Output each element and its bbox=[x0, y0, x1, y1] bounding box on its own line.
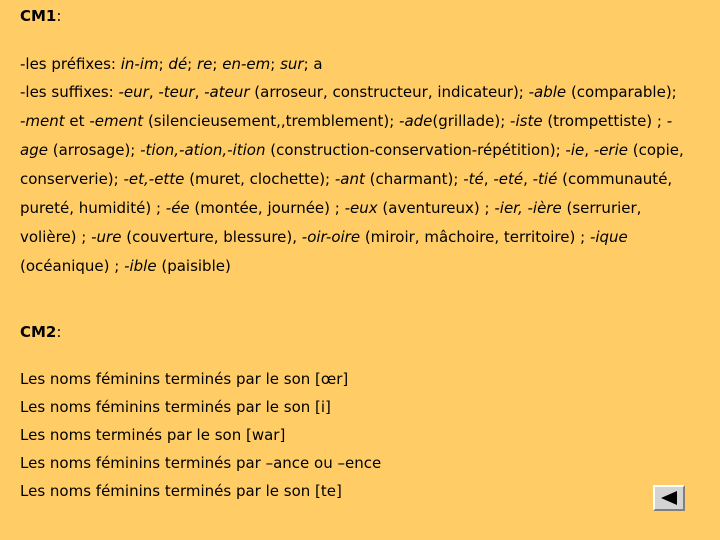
suffixes-intro: -les suffixes: bbox=[20, 83, 119, 101]
suffix-text: et bbox=[64, 112, 90, 130]
suffix-ment: -ment bbox=[20, 112, 65, 130]
suffix-oir: -oir-oire bbox=[301, 228, 361, 246]
suffix-tie: -tié bbox=[532, 170, 558, 188]
suffix-text: (silencieusement,,tremblement); bbox=[143, 112, 400, 130]
suffix-able: -able bbox=[528, 83, 567, 101]
suffix-text: (arrosage); bbox=[47, 141, 141, 159]
cm2-list-item: Les noms terminés par le son [war] bbox=[20, 426, 286, 444]
suffixes-paragraph bbox=[20, 78, 684, 281]
suffix-ade: -ade bbox=[399, 112, 433, 130]
suffix-et: -et,-ette bbox=[123, 170, 185, 188]
cm1-colon: : bbox=[56, 7, 62, 25]
suffix-ible: -ible bbox=[124, 257, 157, 275]
suffix-text: (trompettiste) ; bbox=[542, 112, 667, 130]
suffix-text: , bbox=[148, 83, 159, 101]
suffix-text: (grillade); - bbox=[432, 112, 516, 130]
suffix-text: (miroir, mâchoire, territoire) ; bbox=[360, 228, 590, 246]
suffix-text: (serrurier, volière) ; bbox=[20, 199, 642, 246]
cm2-list-item: Les noms féminins terminés par le son [œr] bbox=[20, 370, 349, 388]
suffix-text: (montée, journée) ; bbox=[189, 199, 345, 217]
suffix-ant: -ant bbox=[334, 170, 365, 188]
suffix-ete: -eté bbox=[493, 170, 524, 188]
suffix-text: (arroseur, constructeur, indicateur); bbox=[249, 83, 529, 101]
cm2-list-item: Les noms féminins terminés par –ance ou –ence bbox=[20, 454, 382, 472]
suffix-text: (océanique) ; bbox=[20, 257, 125, 275]
cm1-label: CM1 bbox=[20, 7, 57, 25]
suffix-teur: -teur bbox=[158, 83, 195, 101]
suffix-text: , bbox=[194, 83, 205, 101]
prefix-tail: ; a bbox=[303, 55, 323, 73]
previous-slide-button[interactable] bbox=[653, 485, 685, 511]
prefix-sep: ; bbox=[270, 55, 281, 73]
prefix-sep: ; bbox=[212, 55, 223, 73]
suffix-text: (construction-conservation-répétition); bbox=[265, 141, 566, 159]
suffix-text: (charmant); bbox=[364, 170, 464, 188]
cm1-heading bbox=[20, 6, 61, 26]
suffix-text: , bbox=[483, 170, 494, 188]
cm2-list-item: Les noms féminins terminés par le son [i] bbox=[20, 398, 331, 416]
suffix-erie: -erie bbox=[593, 141, 628, 159]
suffix-text: (comparable); bbox=[566, 83, 677, 101]
suffix-text: (muret, clochette); bbox=[184, 170, 335, 188]
suffix-text: (copie, conserverie); bbox=[20, 141, 684, 188]
cm2-heading bbox=[20, 322, 61, 342]
prefixes-paragraph bbox=[20, 50, 684, 79]
triangle-left-icon bbox=[659, 490, 679, 506]
suffix-ie: -ie bbox=[565, 141, 585, 159]
suffix-text: (couverture, blessure), bbox=[121, 228, 302, 246]
suffix-text: (paisible) bbox=[156, 257, 231, 275]
cm2-list-item: Les noms féminins terminés par le son [te] bbox=[20, 482, 342, 500]
suffix-ee: -ée bbox=[165, 199, 190, 217]
cm2-colon: : bbox=[56, 323, 62, 341]
prefixes-intro: -les préfixes: bbox=[20, 55, 121, 73]
prefix-de: dé bbox=[168, 55, 188, 73]
cm2-label: CM2 bbox=[20, 323, 57, 341]
suffix-text: , bbox=[523, 170, 533, 188]
suffix-ier: -ier, -ière bbox=[494, 199, 562, 217]
prefix-sep: ; bbox=[187, 55, 197, 73]
prefix-re: re bbox=[197, 55, 213, 73]
suffix-eux: -eux bbox=[344, 199, 378, 217]
prefix-en-em: en-em bbox=[222, 55, 271, 73]
suffix-te: -té bbox=[463, 170, 484, 188]
prefix-sep: ; bbox=[158, 55, 169, 73]
suffix-ement: -ement bbox=[89, 112, 144, 130]
suffix-iste: iste bbox=[515, 112, 543, 130]
suffix-ique: -ique bbox=[589, 228, 628, 246]
prefix-in-im: in-im bbox=[120, 55, 159, 73]
suffix-ure: -ure bbox=[91, 228, 122, 246]
prefix-sur: sur bbox=[280, 55, 304, 73]
slide bbox=[20, 0, 710, 540]
suffix-text: , bbox=[584, 141, 594, 159]
suffix-text: (communauté, pureté, humidité) ; bbox=[20, 170, 673, 217]
suffix-tion: -tion,-ation,-ition bbox=[140, 141, 266, 159]
suffix-age: -age bbox=[20, 112, 673, 159]
suffix-eur: -eur bbox=[118, 83, 149, 101]
suffix-ateur: -ateur bbox=[204, 83, 250, 101]
suffix-text: (aventureux) ; bbox=[377, 199, 495, 217]
